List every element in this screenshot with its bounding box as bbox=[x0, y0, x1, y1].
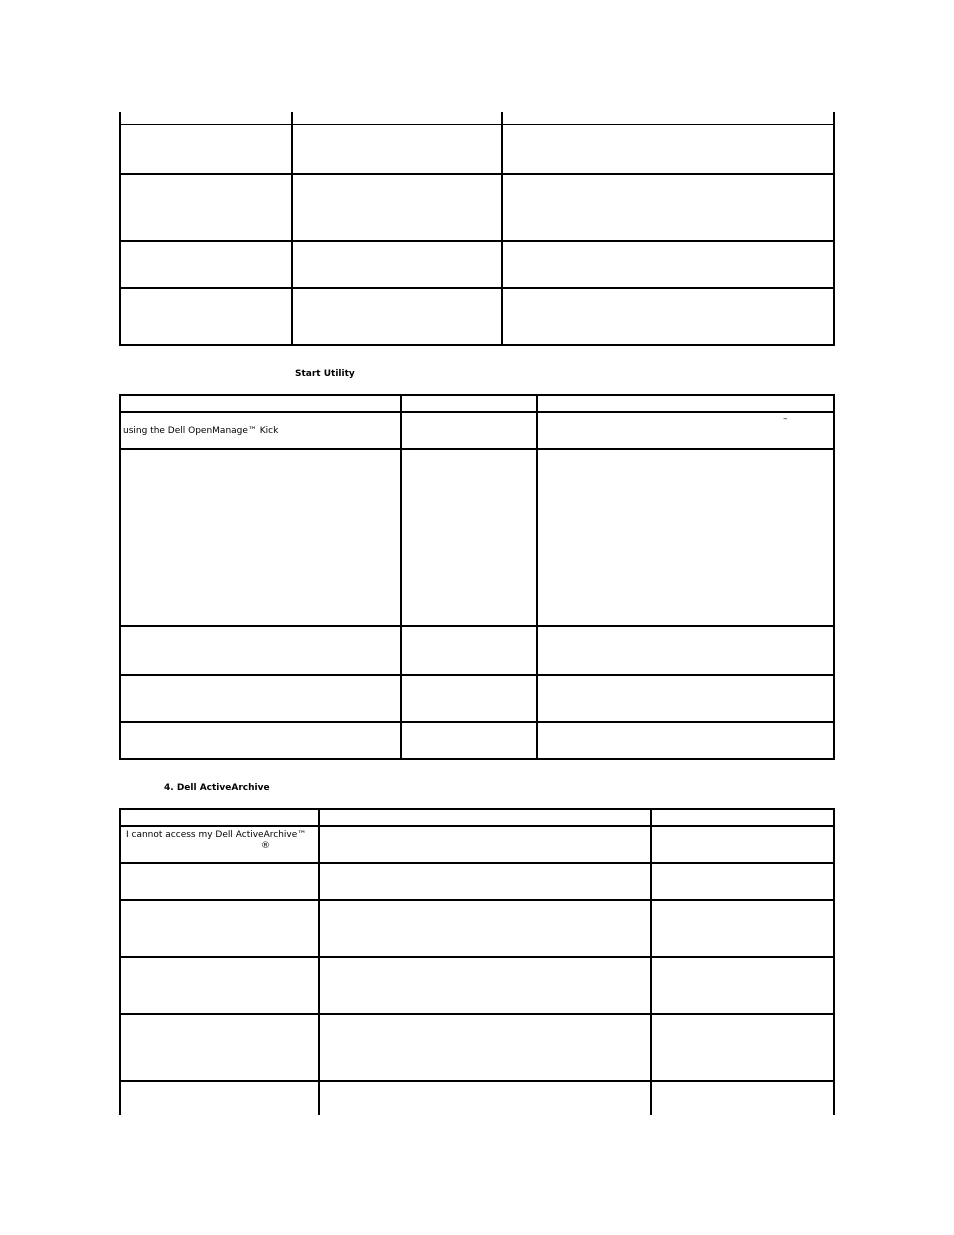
table-3-row-line bbox=[119, 825, 835, 827]
table-1-row-line bbox=[119, 287, 835, 289]
table-2-row-line bbox=[119, 448, 835, 450]
table-3-col-divider-2 bbox=[650, 808, 652, 1115]
table-3-row-line bbox=[119, 862, 835, 864]
table-2-row-line bbox=[119, 721, 835, 723]
table-2-row-line bbox=[119, 674, 835, 676]
table-3-col-divider-1 bbox=[318, 808, 320, 1115]
table-3-row-line bbox=[119, 1013, 835, 1015]
table-1-right-border bbox=[833, 112, 835, 345]
table-3-right-border bbox=[833, 808, 835, 1115]
table-3-row-line bbox=[119, 1080, 835, 1082]
table-2-bottom-border bbox=[119, 758, 835, 760]
section-title-start-utility: Start Utility bbox=[295, 369, 355, 379]
table-2-top-border bbox=[119, 394, 835, 396]
section-title-dell-activearchive: 4. Dell ActiveArchive bbox=[164, 783, 270, 793]
table-3-row-1-text-line-2: ® bbox=[261, 841, 270, 851]
table-1-col-divider-1 bbox=[291, 112, 293, 345]
table-1-left-border bbox=[119, 112, 121, 345]
table-1-row-line bbox=[119, 240, 835, 242]
table-1-col-divider-2 bbox=[501, 112, 503, 345]
table-1-row-line bbox=[119, 173, 835, 175]
table-2-row-line bbox=[119, 625, 835, 627]
table-1-bottom-border bbox=[119, 344, 835, 346]
table-2-row-1-text: using the Dell OpenManage™ Kick bbox=[123, 426, 279, 436]
table-1-row-line bbox=[119, 124, 835, 125]
table-3-left-border bbox=[119, 808, 121, 1115]
table-3-row-line bbox=[119, 899, 835, 901]
table-2-row-line bbox=[119, 411, 835, 413]
table-3-top-border bbox=[119, 808, 835, 810]
table-3-row-1-text-line-1: I cannot access my Dell ActiveArchive™ bbox=[126, 830, 307, 840]
table-3-row-line bbox=[119, 956, 835, 958]
table-2-row-1-mark: – bbox=[783, 414, 788, 424]
